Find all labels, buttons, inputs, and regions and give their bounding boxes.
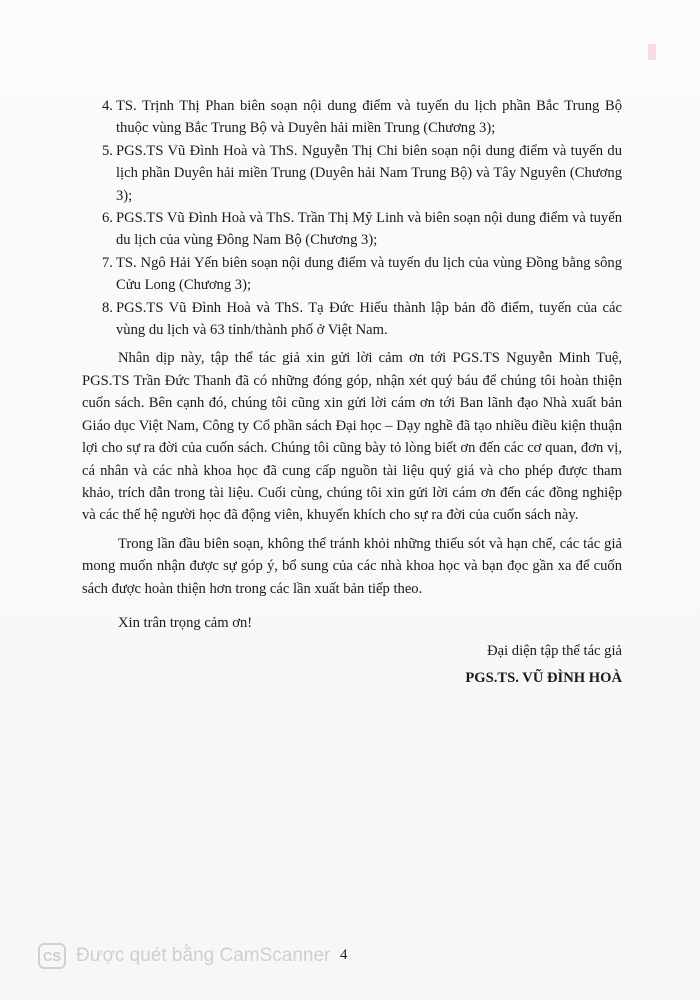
camscanner-logo: CS [38,943,66,969]
list-item-number: 6. [102,210,113,227]
list-item [82,297,622,342]
acknowledgement-paragraph: Nhân dịp này, tập thể tác giả xin gửi lời cảm ơn tới PGS.TS Nguyễn Minh Tuệ, PGS.TS Trần Đức Thanh đã có những đóng góp, nhận xét quý báu để chúng tôi hoàn thiện cuốn sách. Bên cạnh đó, chúng tôi cũng xin gửi lời cám ơn tới Ban lãnh đạo Nhà xuất bản Giáo dục Việt Nam, Công ty Cổ phần sách Đại học – Dạy nghề đã tạo nhiều điều kiện thuận lợi cho sự ra đời của cuốn sách. Chúng tôi cũng bày tỏ lòng biết ơn đến các cơ quan, đơn vị, cá nhân và các nhà khoa học đã cung cấp nguồn tài liệu quý giá và cho phép được tham khảo, trích dẫn trong tài liệu. Cuối cùng, chúng tôi xin gửi lời cám ơn đến các đồng nghiệp và các thế hệ người học đã động viên, khuyến khích cho sự ra đời của cuốn sách này. [82,350,622,524]
page-content [82,95,622,689]
list-item [82,207,622,252]
page-number: 4 [340,947,348,963]
list-item-text: PGS.TS Vũ Đình Hoà và ThS. Trần Thị Mỹ Linh và biên soạn nội dung điểm và tuyến du lịch của vùng Đông Nam Bộ (Chương 3); [116,210,622,249]
list-item-number: 8. [102,299,113,316]
signature-role: Đại diện tập thể tác giả [487,643,622,660]
list-item [82,95,622,140]
closing-line: Xin trân trọng cảm ơn! [118,614,253,631]
list-item-text: TS. Trịnh Thị Phan biên soạn nội dung điểm và tuyến du lịch phần Bắc Trung Bộ thuộc vùng Bắc Trung Bộ và Duyên hải miền Trung (Chương 3); [116,98,622,137]
list-item [82,252,622,297]
signature-name: PGS.TS. VŨ ĐÌNH HOÀ [465,669,622,686]
list-item-number: 4. [102,98,113,114]
contributor-list [82,95,622,341]
list-item-text: PGS.TS Vũ Đình Hoà và ThS. Tạ Đức Hiếu thành lập bản đồ điểm, tuyến của các vùng du lịch và 63 tỉnh/thành phố ở Việt Nam. [116,299,622,339]
limitations-paragraph: Trong lần đầu biên soạn, không thể tránh khỏi những thiếu sót và hạn chế, các tác giả mong muốn nhận được sự góp ý, bổ sung của các nhà khoa học và bạn đọc gần xa để cuốn sách được hoàn thiện hơn trong các lần xuất bản tiếp theo. [82,535,622,597]
camscanner-watermark [38,941,330,971]
scan-edge-mark [648,44,656,60]
list-item-number: 7. [102,254,113,271]
watermark-text: Được quét bằng CamScanner [76,945,331,966]
list-item-number: 5. [102,142,113,159]
list-item [82,140,622,207]
list-item-text: PGS.TS Vũ Đình Hoà và ThS. Nguyễn Thị Chi biên soạn nội dung điểm và tuyến du lịch phần Duyên hải miền Trung (Duyên hải Nam Trung Bộ) và Tây Nguyên (Chương 3); [116,142,622,204]
list-item-text: TS. Ngô Hải Yến biên soạn nội dung điểm và tuyến du lịch của vùng Đồng bằng sông Cửu Long (Chương 3); [116,254,622,294]
